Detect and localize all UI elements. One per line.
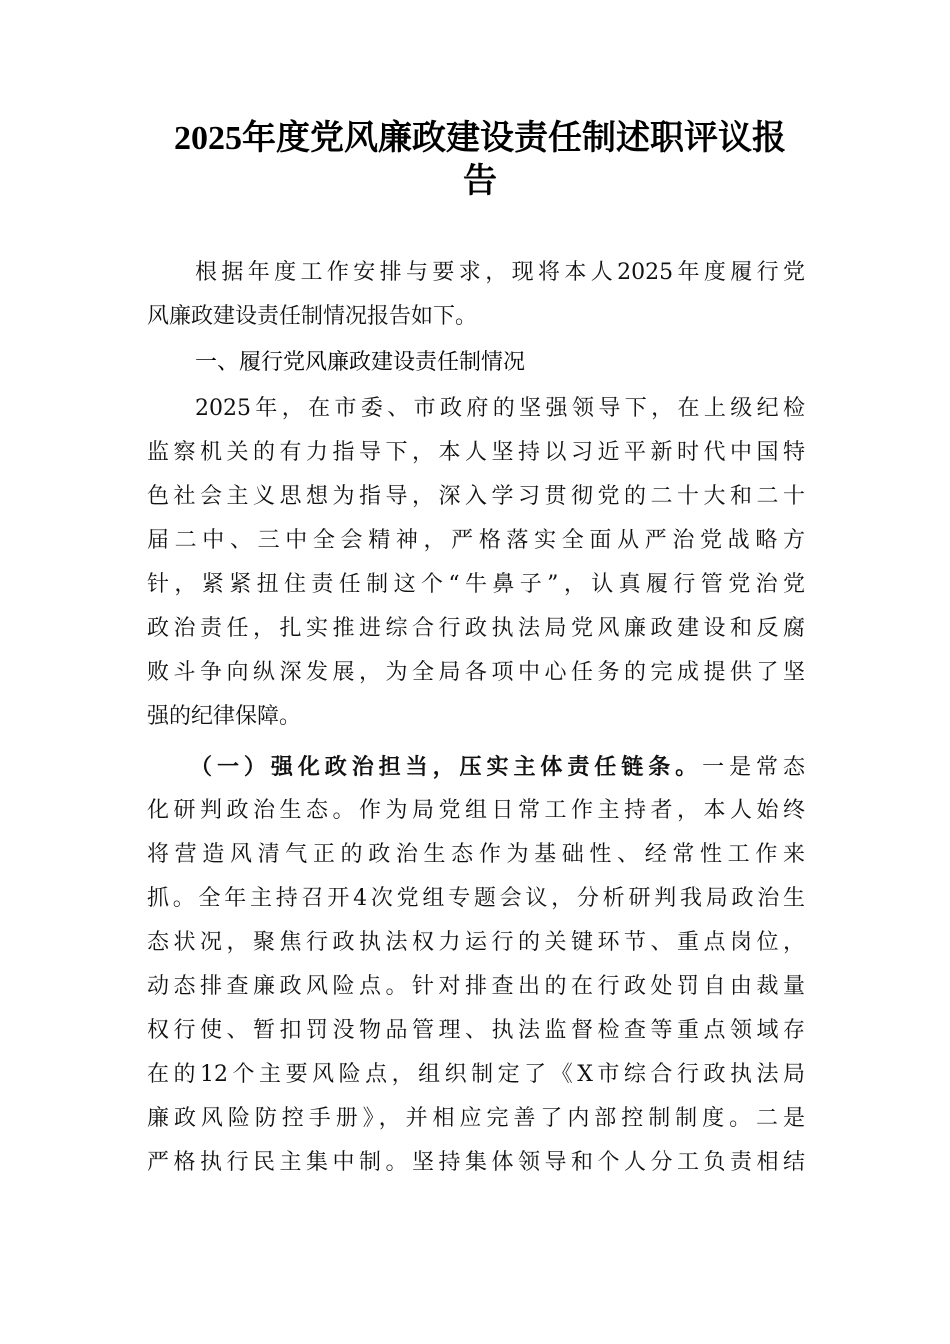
para1-line-2: 监察机关的有力指导下，本人坚持以习近平新时代中国特 [147, 440, 805, 465]
subsection-line-3: 将营造风清气正的政治生态作为基础性、经常性工作来 [147, 842, 805, 867]
subsection-line-4: 抓。全年主持召开4次党组专题会议，分析研判我局政治生 [147, 886, 805, 911]
subsection-line-8: 在的12个主要风险点，组织制定了《X市综合行政执法局 [147, 1062, 805, 1087]
intro-line-1: 根据年度工作安排与要求，现将本人2025年度履行党 [195, 260, 805, 285]
para1-line-6: 政治责任，扎实推进综合行政执法局党风廉政建设和反腐 [147, 616, 805, 641]
document-title-line-2: 告 [463, 163, 497, 200]
subsection-line-5: 态状况，聚焦行政执法权力运行的关键环节、重点岗位， [147, 930, 805, 955]
subsection-line-10: 严格执行民主集中制。坚持集体领导和个人分工负责相结 [147, 1150, 805, 1175]
intro-line-2: 风廉政建设责任制情况报告如下。 [147, 304, 478, 329]
subsection-line-7: 权行使、暂扣罚没物品管理、执法监督检查等重点领域存 [147, 1018, 805, 1043]
para1-line-1: 2025年，在市委、市政府的坚强领导下，在上级纪检 [195, 396, 805, 421]
para1-line-8: 强的纪律保障。 [147, 704, 302, 729]
subsection-line-6: 动态排查廉政风险点。针对排查出的在行政处罚自由裁量 [147, 974, 805, 999]
para1-line-3: 色社会主义思想为指导，深入学习贯彻党的二十大和二十 [147, 484, 805, 509]
subsection-heading: （一）强化政治担当，压实主体责任链条。 [190, 754, 703, 780]
para1-line-5: 针，紧紧扭住责任制这个“牛鼻子”，认真履行管党治党 [147, 572, 805, 597]
subsection-line-9: 廉政风险防控手册》，并相应完善了内部控制制度。二是 [147, 1106, 805, 1131]
subsection-first-line-rest: 一是常态 [702, 755, 805, 780]
subsection-line-2: 化研判政治生态。作为局党组日常工作主持者，本人始终 [147, 798, 805, 823]
subsection-first-line [190, 752, 805, 796]
para1-line-4: 届二中、三中全会精神，严格落实全面从严治党战略方 [147, 528, 805, 553]
section-heading: 一、履行党风廉政建设责任制情况 [195, 350, 526, 375]
document-title-line-1: 2025年度党风廉政建设责任制述职评议报 [174, 120, 786, 157]
para1-line-7: 败斗争向纵深发展，为全局各项中心任务的完成提供了坚 [147, 660, 805, 685]
